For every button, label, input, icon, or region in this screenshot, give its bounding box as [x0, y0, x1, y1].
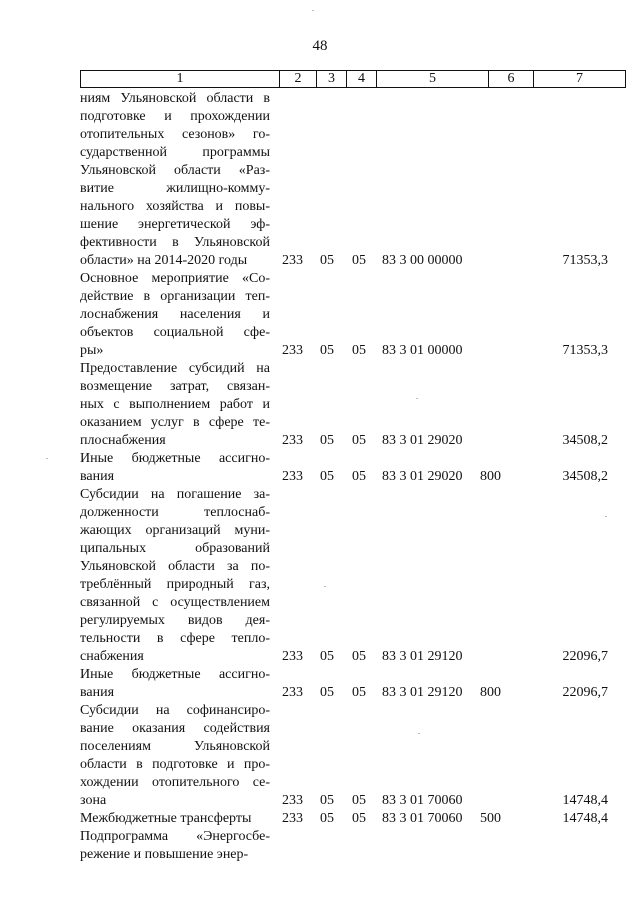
cell-c5: 83 3 00 00000	[382, 253, 463, 268]
cell-c2: 233	[282, 793, 303, 808]
cell-c5: 83 3 01 29120	[382, 685, 463, 700]
cell-c3: 05	[320, 469, 334, 484]
cell-c7: 34508,2	[562, 469, 608, 484]
column-header-table	[80, 70, 626, 88]
scan-speck	[312, 10, 314, 11]
cell-c2: 233	[282, 811, 303, 826]
cell-c4: 05	[352, 685, 366, 700]
description-line: отопительных сезонов» го-	[80, 127, 270, 142]
cell-c3: 05	[320, 685, 334, 700]
description-line: связанной с осуществлением	[80, 595, 270, 610]
description-line: возмещение затрат, связан-	[80, 379, 270, 394]
description-line: Ульяновской области за по-	[80, 559, 270, 574]
cell-c4: 05	[352, 433, 366, 448]
column-header-7: 7	[534, 71, 626, 88]
cell-c7: 71353,3	[562, 253, 608, 268]
description-line: области» на 2014-2020 годы	[80, 253, 248, 268]
description-line: ципальных образований	[80, 541, 270, 556]
description-line: снабжения	[80, 649, 144, 664]
row-cells	[80, 846, 620, 864]
cell-c5: 83 3 01 29020	[382, 433, 463, 448]
cell-c6: 800	[480, 469, 501, 484]
description-line: Субсидии на погашение за-	[80, 487, 270, 502]
description-line: треблённый природный газ,	[80, 577, 270, 592]
scan-speck	[324, 586, 326, 587]
row-description	[80, 486, 270, 666]
cell-c7: 34508,2	[562, 433, 608, 448]
description-line: Предоставление субсидий на	[80, 361, 270, 376]
cell-c5: 83 3 01 70060	[382, 793, 463, 808]
cell-c4: 05	[352, 811, 366, 826]
cell-c5: 83 3 01 29020	[382, 469, 463, 484]
table-row	[80, 270, 620, 360]
table-row	[80, 666, 620, 702]
cell-c2: 233	[282, 253, 303, 268]
cell-c6: 500	[480, 811, 501, 826]
cell-c5: 83 3 01 70060	[382, 811, 463, 826]
description-line: режение и повышение энер-	[80, 847, 249, 862]
description-line: сударственной программы	[80, 145, 270, 160]
scan-speck	[416, 398, 418, 399]
description-line: действие в организации теп-	[80, 289, 270, 304]
row-cells	[80, 432, 620, 450]
table-row	[80, 810, 620, 828]
cell-c2: 233	[282, 343, 303, 358]
column-header-row	[81, 71, 626, 88]
cell-c3: 05	[320, 793, 334, 808]
description-line: объектов социальной сфе-	[80, 325, 270, 340]
column-header-2: 2	[280, 71, 317, 88]
description-line: регулируемых видов дея-	[80, 613, 270, 628]
cell-c7: 14748,4	[562, 811, 608, 826]
table-row	[80, 360, 620, 450]
table-row	[80, 486, 620, 666]
description-line: Иные бюджетные ассигно-	[80, 667, 270, 682]
page-number: 48	[312, 38, 328, 54]
cell-c3: 05	[320, 343, 334, 358]
cell-c2: 233	[282, 469, 303, 484]
description-line: хождении отопительного се-	[80, 775, 270, 790]
description-line: нального хозяйства и повы-	[80, 199, 270, 214]
scan-speck	[605, 516, 607, 517]
cell-c3: 05	[320, 433, 334, 448]
row-cells	[80, 792, 620, 810]
table-row	[80, 90, 620, 270]
description-line: подготовке и прохождении	[80, 109, 270, 124]
description-line: вания	[80, 685, 115, 700]
column-header-3: 3	[317, 71, 347, 88]
scan-speck	[418, 733, 420, 734]
column-header-4: 4	[347, 71, 377, 88]
cell-c7: 14748,4	[562, 793, 608, 808]
description-line: лоснабжения населения и	[80, 307, 270, 322]
description-line: вания	[80, 469, 115, 484]
description-line: ниям Ульяновской области в	[80, 91, 270, 106]
cell-c7: 22096,7	[562, 649, 608, 664]
cell-c5: 83 3 01 00000	[382, 343, 463, 358]
description-line: поселениям Ульяновской	[80, 739, 270, 754]
cell-c2: 233	[282, 433, 303, 448]
row-cells	[80, 468, 620, 486]
cell-c6: 800	[480, 685, 501, 700]
column-header-1: 1	[81, 71, 280, 88]
description-line: плоснабжения	[80, 433, 166, 448]
cell-c7: 22096,7	[562, 685, 608, 700]
cell-c2: 233	[282, 685, 303, 700]
description-line: Межбюджетные трансферты	[80, 811, 252, 826]
cell-c4: 05	[352, 469, 366, 484]
cell-c4: 05	[352, 793, 366, 808]
cell-c4: 05	[352, 649, 366, 664]
cell-c5: 83 3 01 29120	[382, 649, 463, 664]
description-line: Основное мероприятие «Со-	[80, 271, 270, 286]
description-line: оказанием услуг в сфере те-	[80, 415, 270, 430]
row-cells	[80, 648, 620, 666]
cell-c7: 71353,3	[562, 343, 608, 358]
description-line: вание оказания содействия	[80, 721, 270, 736]
cell-c3: 05	[320, 811, 334, 826]
description-line: фективности в Ульяновской	[80, 235, 270, 250]
description-line: ры»	[80, 343, 104, 358]
column-header-6: 6	[489, 71, 534, 88]
description-line: долженности теплоснаб-	[80, 505, 270, 520]
cell-c4: 05	[352, 253, 366, 268]
scan-speck	[46, 458, 48, 459]
table-row	[80, 828, 620, 864]
table-row	[80, 702, 620, 810]
description-line: Подпрограмма «Энергосбе-	[80, 829, 270, 844]
description-line: Субсидии на софинансиро-	[80, 703, 270, 718]
description-line: Иные бюджетные ассигно-	[80, 451, 270, 466]
cell-c3: 05	[320, 649, 334, 664]
row-cells	[80, 810, 620, 828]
table-row	[80, 450, 620, 486]
description-line: тельности в сфере тепло-	[80, 631, 270, 646]
budget-table-body	[80, 90, 620, 864]
row-cells	[80, 342, 620, 360]
cell-c4: 05	[352, 343, 366, 358]
row-description	[80, 90, 270, 270]
row-cells	[80, 684, 620, 702]
description-line: области в подготовке и про-	[80, 757, 270, 772]
description-line: зона	[80, 793, 107, 808]
description-line: ных с выполнением работ и	[80, 397, 270, 412]
description-line: витие жилищно-комму-	[80, 181, 270, 196]
row-cells	[80, 252, 620, 270]
description-line: шение энергетической эф-	[80, 217, 270, 232]
cell-c2: 233	[282, 649, 303, 664]
cell-c3: 05	[320, 253, 334, 268]
description-line: Ульяновской области «Раз-	[80, 163, 270, 178]
column-header-5: 5	[377, 71, 489, 88]
description-line: жающих организаций муни-	[80, 523, 270, 538]
